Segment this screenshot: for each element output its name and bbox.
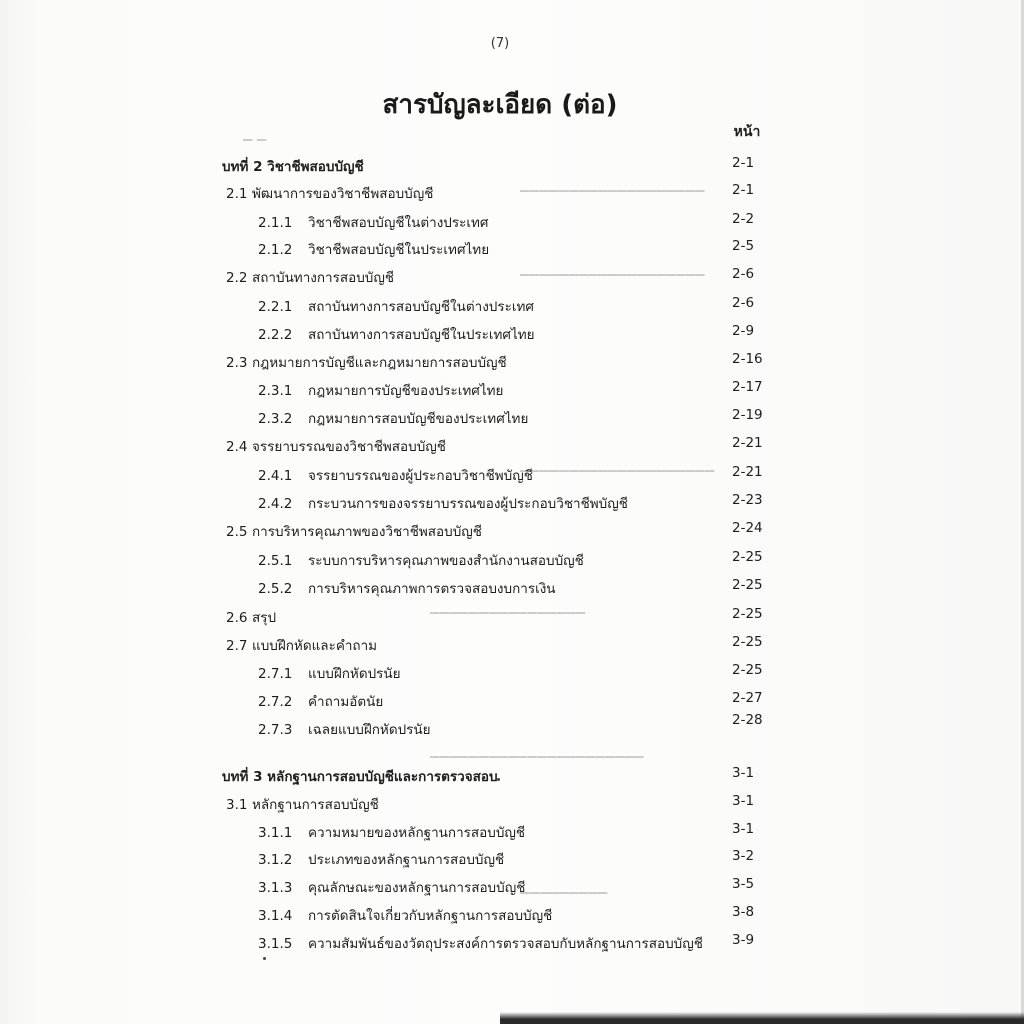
toc-entry-number: 2.5 [226, 524, 248, 540]
toc-entry-title: สถาบันทางการสอบบัญชีในต่างประเทศ [308, 299, 534, 315]
toc-entry-label [258, 549, 584, 571]
toc-page-number: 2-17 [732, 379, 763, 395]
toc-page-number: 2-1 [732, 182, 755, 198]
toc-entry-label [226, 520, 482, 542]
toc-entry-title: กระบวนการของจรรยาบรรณของผู้ประกอบวิชาชีพบัญชี [308, 496, 628, 512]
toc-entry-number: 3.1.4 [258, 908, 293, 924]
toc-page-number: 2-28 [732, 712, 763, 728]
toc-entry-label [226, 793, 379, 815]
toc-page-number: 2-19 [732, 407, 763, 423]
toc-page-number: 2-25 [732, 662, 763, 678]
toc-entry-title: พัฒนาการของวิชาชีพสอบบัญชี [252, 186, 434, 202]
toc-entry-title: คุณลักษณะของหลักฐานการสอบบัญชี [308, 880, 526, 896]
toc-entry-title: วิชาชีพสอบบัญชีในประเทศไทย [308, 242, 490, 258]
toc-entry-title: จรรยาบรรณของผู้ประกอบวิชาชีพบัญชี [308, 468, 533, 484]
bleed-through-text: ▁▁▁▁▁▁▁▁▁▁▁▁▁▁▁▁▁▁▁▁ [520, 458, 715, 472]
toc-entry-label [258, 718, 431, 740]
page-title: สารบัญละเอียด (ต่อ) [382, 90, 618, 120]
toc-entry-label [258, 821, 525, 843]
toc-page-number: 2-21 [732, 435, 763, 451]
toc-entry-number: 2.2.1 [258, 299, 293, 315]
toc-entry-title: กฎหมายการบัญชีและกฎหมายการสอบบัญชี [252, 355, 507, 371]
bleed-through-text: ▁▁▁▁▁▁▁▁▁▁▁▁▁▁▁▁▁▁▁▁▁▁ [430, 744, 645, 758]
toc-entry-number: 2.3.2 [258, 411, 293, 427]
toc-entry-number: 3.1.2 [258, 852, 293, 868]
toc-page-number: 2-25 [732, 606, 763, 622]
bleed-through-text: ▁▁▁▁▁▁▁▁▁▁▁▁▁▁▁▁▁▁▁ [520, 262, 705, 276]
toc-entry-label [226, 634, 377, 656]
toc-page-number: 2-2 [732, 211, 755, 227]
toc-entry-title: ประเภทของหลักฐานการสอบบัญชี [308, 852, 505, 868]
toc-entry-title: คำถามอัตนัย [308, 694, 384, 710]
toc-page-number: 3-1 [732, 793, 755, 809]
toc-entry-number: 2.4.2 [258, 496, 293, 512]
toc-entry-number: 3.1.5 [258, 936, 293, 952]
toc-page-number: 2-24 [732, 520, 763, 536]
toc-page-number: 3-1 [732, 821, 755, 837]
toc-entry-label [258, 407, 528, 429]
toc-entry-number: 2.7 [226, 638, 248, 654]
toc-page-number: 2-25 [732, 634, 763, 650]
toc-entry-label [258, 492, 628, 514]
toc-entry-label [258, 876, 525, 898]
toc-entry-title: การบริหารคุณภาพของวิชาชีพสอบบัญชี [252, 524, 482, 540]
toc-page-number: 2-27 [732, 690, 763, 706]
toc-entry-number: 3.1 [226, 797, 248, 813]
toc-entry-number: 2.3.1 [258, 383, 293, 399]
toc-page-number: 2-1 [732, 155, 755, 171]
toc-entry-label [258, 662, 401, 684]
bleed-through-text: ▁▁▁▁▁▁▁▁▁ [520, 880, 608, 894]
toc-entry-number: 2.4 [226, 439, 248, 455]
toc-entry-label [258, 690, 383, 712]
toc-entry-number: 3.1.3 [258, 880, 293, 896]
toc-entry-label [258, 211, 488, 233]
page-column-header: หน้า [733, 124, 761, 140]
bleed-through-text: ▁ ▁ [243, 127, 267, 141]
toc-page-number: 3-5 [732, 876, 755, 892]
toc-entry-label [258, 848, 504, 870]
toc-entry-label [258, 238, 489, 260]
toc-entry-title: ความสัมพันธ์ของวัตถุประสงค์การตรวจสอบกับหลักฐานการสอบบัญชี [308, 936, 703, 952]
toc-page-number: 2-25 [732, 577, 763, 593]
toc-page-number: 2-21 [732, 464, 763, 480]
toc-page-number: 2-5 [732, 238, 755, 254]
toc-entry-label: บทที่ 2 วิชาชีพสอบบัญชี [222, 159, 364, 175]
toc-entry-title: หลักฐานการสอบบัญชี [252, 797, 379, 813]
toc-entry-title: การบริหารคุณภาพการตรวจสอบงบการเงิน [308, 581, 556, 597]
toc-entry-title: แบบฝึกหัดและคำถาม [252, 638, 378, 654]
bleed-through-text: ▁▁▁▁▁▁▁▁▁▁▁▁▁▁▁▁▁▁▁ [520, 178, 705, 192]
toc-entry-number: 2.7.3 [258, 722, 293, 738]
toc-entry-label [226, 351, 507, 373]
toc-entry-label [258, 295, 534, 317]
toc-entry-title: สถาบันทางการสอบบัญชีในประเทศไทย [308, 327, 535, 343]
toc-page-number: 2-25 [732, 549, 763, 565]
toc-entry-label [226, 266, 394, 288]
toc-entry-label [258, 932, 703, 954]
bleed-through-text: ▁▁▁▁▁▁▁▁▁▁▁▁▁▁▁▁ [430, 600, 586, 614]
toc-entry-title: วิชาชีพสอบบัญชีในต่างประเทศ [308, 215, 489, 231]
toc-entry-number: 2.7.2 [258, 694, 293, 710]
toc-entry-number: 2.1.2 [258, 242, 293, 258]
toc-entry-label [226, 435, 446, 457]
toc-entry-number: 2.4.1 [258, 468, 293, 484]
toc-entry-title: ความหมายของหลักฐานการสอบบัญชี [308, 825, 526, 841]
toc-entry-number: 2.1.1 [258, 215, 293, 231]
toc-entry-label [258, 323, 535, 345]
toc-page-number: 2-16 [732, 351, 763, 367]
toc-entry-title: แบบฝึกหัดปรนัย [308, 666, 401, 682]
toc-entry-title: ระบบการบริหารคุณภาพของสำนักงานสอบบัญชี [308, 553, 584, 569]
toc-entry-number: 3.1.1 [258, 825, 293, 841]
toc-entry-label [258, 904, 552, 926]
page-number: (7) [490, 36, 510, 51]
toc-entry-number: 2.2 [226, 270, 248, 286]
toc-entry-number: 2.6 [226, 610, 248, 626]
toc-entry-label [258, 464, 533, 486]
toc-entry-title: สรุป [252, 610, 277, 626]
toc-page-number: 3-2 [732, 848, 755, 864]
toc-entry-title: จรรยาบรรณของวิชาชีพสอบบัญชี [252, 439, 446, 455]
toc-page-number: 2-6 [732, 295, 755, 311]
toc-entry-label [258, 379, 503, 401]
toc-page-number: 2-23 [732, 492, 763, 508]
toc-page-number: 2-9 [732, 323, 755, 339]
toc-page-number: 3-1 [732, 765, 755, 781]
toc-entry-number: 2.1 [226, 186, 248, 202]
toc-entry-label [226, 182, 433, 204]
toc-entry-number: 2.5.2 [258, 581, 293, 597]
toc-entry-title: กฎหมายการบัญชีของประเทศไทย [308, 383, 504, 399]
toc-page-number: 2-6 [732, 266, 755, 282]
toc-entry-number: 2.5.1 [258, 553, 293, 569]
toc-page-number: 3-9 [732, 932, 755, 948]
toc-entry-label [258, 577, 556, 599]
toc-entry-title: กฎหมายการสอบบัญชีของประเทศไทย [308, 411, 529, 427]
toc-entry-label [226, 606, 276, 628]
toc-entry-label: บทที่ 3 หลักฐานการสอบบัญชีและการตรวจสอบ [222, 769, 498, 785]
toc-page-number: 3-8 [732, 904, 755, 920]
toc-entry-title: เฉลยแบบฝึกหัดปรนัย [308, 722, 431, 738]
toc-entry-number: 2.3 [226, 355, 248, 371]
toc-entry-title: การตัดสินใจเกี่ยวกับหลักฐานการสอบบัญชี [308, 908, 553, 924]
toc-entry-number: 2.2.2 [258, 327, 293, 343]
toc-entry-number: 2.7.1 [258, 666, 293, 682]
toc-entry-title: สถาบันทางการสอบบัญชี [252, 270, 395, 286]
